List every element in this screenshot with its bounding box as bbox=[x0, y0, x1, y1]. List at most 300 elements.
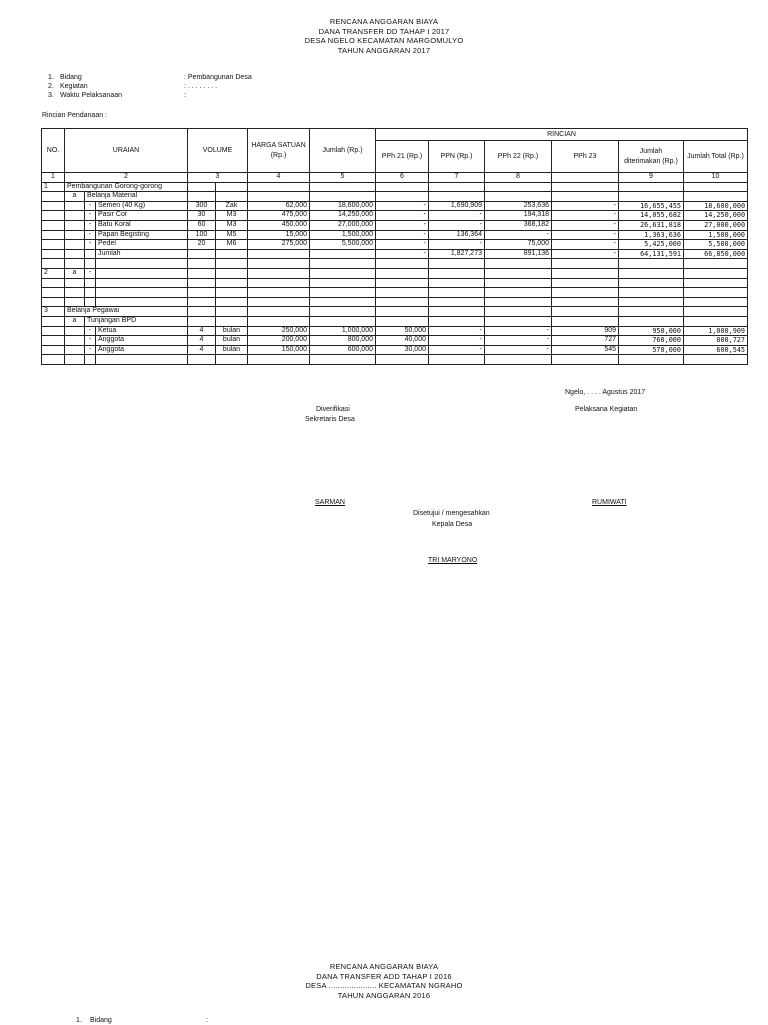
row-vol-cell bbox=[188, 182, 216, 192]
row-subletter-cell bbox=[65, 288, 85, 298]
row-vol-cell bbox=[188, 278, 216, 288]
row-vol-cell bbox=[188, 288, 216, 298]
table-body bbox=[42, 182, 748, 364]
header-jumlah-total: Jumlah Total (Rp.) bbox=[684, 141, 748, 173]
row-pph22-cell: 75,000 bbox=[485, 240, 552, 250]
heading-fund: DANA TRANSFER DD TAHAP I 2017 bbox=[318, 26, 450, 36]
row-jumlah-cell: 800,000 bbox=[310, 336, 376, 346]
row-dit-cell: 14,055,682 bbox=[619, 211, 684, 221]
header-volume: VOLUME bbox=[188, 129, 248, 173]
meta-label: Waktu Pelaksanaan bbox=[60, 92, 122, 99]
table-row bbox=[42, 288, 748, 298]
row-pph22-cell: - bbox=[485, 336, 552, 346]
row-description-cell: Pasir Cor bbox=[96, 211, 188, 221]
row-subletter-cell: a bbox=[65, 316, 85, 326]
row-jumlah-cell bbox=[310, 278, 376, 288]
heading-title: RENCANA ANGGARAN BIAYA bbox=[329, 962, 439, 971]
row-ppn-cell: 1,827,273 bbox=[429, 249, 485, 259]
row-description-cell bbox=[96, 288, 188, 298]
row-harga-cell bbox=[248, 192, 310, 202]
row-pph21-cell: 40,000 bbox=[376, 336, 429, 346]
header-diterimakan: Jumlah diterimakan (Rp.) bbox=[619, 141, 684, 173]
table-row bbox=[42, 297, 748, 307]
row-pph23-cell: 909 bbox=[552, 326, 619, 336]
approval-label: Disetujui / mengesahkan bbox=[413, 510, 490, 517]
row-dit-cell: 760,000 bbox=[619, 336, 684, 346]
row-total-cell: 1,500,000 bbox=[684, 230, 748, 240]
row-sat-cell bbox=[216, 307, 248, 317]
row-pph21-cell bbox=[376, 316, 429, 326]
row-total-cell: 14,250,000 bbox=[684, 211, 748, 221]
row-jumlah-cell: 600,000 bbox=[310, 345, 376, 355]
row-pph21-cell: - bbox=[376, 230, 429, 240]
row-number-cell bbox=[42, 192, 65, 202]
row-dit-cell: 570,000 bbox=[619, 345, 684, 355]
table-row bbox=[42, 259, 748, 269]
row-vol-cell: 4 bbox=[188, 345, 216, 355]
row-number-cell: 1 bbox=[42, 182, 65, 192]
row-description-cell bbox=[96, 297, 188, 307]
row-ppn-cell bbox=[429, 192, 485, 202]
row-subletter-cell bbox=[65, 211, 85, 221]
row-sat-cell bbox=[216, 278, 248, 288]
row-number-cell bbox=[42, 230, 65, 240]
row-pph22-cell bbox=[485, 307, 552, 317]
row-subletter-cell bbox=[65, 230, 85, 240]
row-total-cell bbox=[684, 259, 748, 269]
row-description-cell: Semen (40 Kg) bbox=[96, 201, 188, 211]
sekretaris-name: SARMAN bbox=[315, 499, 345, 506]
rincian-pendanaan-label: Rincian Pendanaan : bbox=[42, 112, 107, 119]
meta-row-bidang bbox=[48, 73, 252, 82]
row-vol-cell bbox=[188, 268, 216, 278]
place-date: Ngelo, . . . . Agustus 2017 bbox=[565, 389, 646, 396]
row-subletter-cell bbox=[65, 297, 85, 307]
row-pph23-cell: 727 bbox=[552, 336, 619, 346]
row-dit-cell: 950,000 bbox=[619, 326, 684, 336]
row-dash-cell bbox=[85, 297, 96, 307]
row-number-cell bbox=[42, 201, 65, 211]
header-ppn: PPN (Rp.) bbox=[429, 141, 485, 173]
row-ppn-cell bbox=[429, 297, 485, 307]
meta-number: 2. bbox=[48, 83, 54, 90]
row-pph23-cell bbox=[552, 259, 619, 269]
colnum: 6 bbox=[376, 173, 429, 183]
row-pph23-cell bbox=[552, 182, 619, 192]
row-dash-cell: - bbox=[85, 211, 96, 221]
row-dit-cell bbox=[619, 268, 684, 278]
colnum: 1 bbox=[42, 173, 65, 183]
row-pph22-cell bbox=[485, 192, 552, 202]
row-total-cell bbox=[684, 316, 748, 326]
row-subletter-cell bbox=[65, 278, 85, 288]
table-row bbox=[42, 192, 748, 202]
row-vol-cell: 300 bbox=[188, 201, 216, 211]
row-pph21-cell: - bbox=[376, 249, 429, 259]
meta-number: 3. bbox=[48, 92, 54, 99]
row-subletter-cell bbox=[65, 326, 85, 336]
row-total-cell bbox=[684, 307, 748, 317]
row-number-cell: 2 bbox=[42, 268, 65, 278]
row-pph22-cell bbox=[485, 268, 552, 278]
row-dash-cell: - bbox=[85, 326, 96, 336]
row-description-cell: Ketua bbox=[96, 326, 188, 336]
row-ppn-cell bbox=[429, 307, 485, 317]
row-ppn-cell: - bbox=[429, 336, 485, 346]
row-total-cell: 66,850,000 bbox=[684, 249, 748, 259]
row-number-cell bbox=[42, 220, 65, 230]
header-jumlah: Jumlah (Rp.) bbox=[310, 129, 376, 173]
row-pph23-cell bbox=[552, 268, 619, 278]
row-pph22-cell: - bbox=[485, 230, 552, 240]
heading-year: TAHUN ANGGARAN 2016 bbox=[337, 990, 431, 1000]
row-total-cell bbox=[684, 278, 748, 288]
colnum: 3 bbox=[188, 173, 248, 183]
row-dash-cell bbox=[85, 249, 96, 259]
row-dash-cell: - bbox=[85, 230, 96, 240]
heading-village: DESA NGELO KECAMATAN MARGOMULYO bbox=[304, 36, 464, 46]
row-dit-cell bbox=[619, 192, 684, 202]
row-dit-cell: 16,655,455 bbox=[619, 201, 684, 211]
row-vol-cell bbox=[188, 192, 216, 202]
row-dit-cell bbox=[619, 278, 684, 288]
row-harga-cell bbox=[248, 307, 310, 317]
row-vol-cell: 20 bbox=[188, 240, 216, 250]
row-jumlah-cell bbox=[310, 316, 376, 326]
table-row bbox=[42, 182, 748, 192]
row-harga-cell bbox=[248, 297, 310, 307]
row-ppn-cell bbox=[429, 316, 485, 326]
row-pph22-cell: - bbox=[485, 345, 552, 355]
row-vol-cell bbox=[188, 307, 216, 317]
row-jumlah-cell bbox=[310, 182, 376, 192]
row-jumlah-cell bbox=[310, 288, 376, 298]
row-number-cell bbox=[42, 249, 65, 259]
kepala-title: Kepala Desa bbox=[432, 521, 473, 528]
row-jumlah-cell: 14,250,000 bbox=[310, 211, 376, 221]
row-ppn-cell: 1,690,909 bbox=[429, 201, 485, 211]
second-document-heading bbox=[0, 962, 768, 1000]
row-sat-cell bbox=[216, 259, 248, 269]
row-description-cell bbox=[96, 278, 188, 288]
meta-value: : Pembangunan Desa bbox=[184, 74, 252, 81]
pelaksana-name: RUMIWATI bbox=[592, 499, 627, 506]
row-ppn-cell bbox=[429, 355, 485, 365]
colnum: 10 bbox=[684, 173, 748, 183]
row-ppn-cell: - bbox=[429, 240, 485, 250]
row-dash-cell: - bbox=[85, 220, 96, 230]
row-total-cell bbox=[684, 297, 748, 307]
row-harga-cell: 150,000 bbox=[248, 345, 310, 355]
meta-row-kegiatan bbox=[48, 82, 252, 91]
row-sat-cell: bulan bbox=[216, 336, 248, 346]
header-pph21: PPh 21 (Rp.) bbox=[376, 141, 429, 173]
table-row bbox=[42, 201, 748, 211]
row-number-cell bbox=[42, 297, 65, 307]
row-dash-cell bbox=[85, 288, 96, 298]
row-ppn-cell bbox=[429, 182, 485, 192]
row-ppn-cell: - bbox=[429, 220, 485, 230]
row-pph21-cell bbox=[376, 297, 429, 307]
header-pph22: PPh 22 (Rp.) bbox=[485, 141, 552, 173]
row-subletter-cell: a bbox=[65, 192, 85, 202]
row-sat-cell: Zak bbox=[216, 201, 248, 211]
row-harga-cell bbox=[248, 249, 310, 259]
row-vol-cell: 100 bbox=[188, 230, 216, 240]
row-subletter-cell bbox=[65, 345, 85, 355]
table-row bbox=[42, 268, 748, 278]
row-harga-cell bbox=[248, 182, 310, 192]
row-pph21-cell: - bbox=[376, 220, 429, 230]
row-sat-cell: bulan bbox=[216, 345, 248, 355]
row-pph23-cell bbox=[552, 316, 619, 326]
row-dit-cell bbox=[619, 259, 684, 269]
row-pph22-cell: 194,318 bbox=[485, 211, 552, 221]
row-pph23-cell: - bbox=[552, 220, 619, 230]
row-subletter-cell bbox=[65, 220, 85, 230]
colnum: 7 bbox=[429, 173, 485, 183]
colnum: 5 bbox=[310, 173, 376, 183]
row-number-cell bbox=[42, 240, 65, 250]
row-harga-cell: 250,000 bbox=[248, 326, 310, 336]
header-no: NO. bbox=[42, 129, 65, 173]
row-ppn-cell bbox=[429, 288, 485, 298]
row-vol-cell: 4 bbox=[188, 336, 216, 346]
row-number-cell bbox=[42, 259, 65, 269]
row-pph21-cell bbox=[376, 307, 429, 317]
row-dash-cell bbox=[85, 259, 96, 269]
row-vol-cell bbox=[188, 316, 216, 326]
row-pph23-cell bbox=[552, 288, 619, 298]
row-dash-cell: - bbox=[85, 268, 96, 278]
meta-label: Bidang bbox=[60, 74, 82, 81]
row-dash-cell: - bbox=[85, 336, 96, 346]
row-harga-cell bbox=[248, 259, 310, 269]
row-description-cell: Belanja Pegawai bbox=[65, 307, 188, 317]
row-pph23-cell: - bbox=[552, 211, 619, 221]
row-pph21-cell: - bbox=[376, 240, 429, 250]
row-harga-cell: 15,000 bbox=[248, 230, 310, 240]
row-jumlah-cell bbox=[310, 355, 376, 365]
row-harga-cell bbox=[248, 288, 310, 298]
verified-label: Diverifikasi bbox=[316, 406, 350, 413]
row-sat-cell: M6 bbox=[216, 240, 248, 250]
row-pph22-cell bbox=[485, 355, 552, 365]
row-dit-cell: 64,131,591 bbox=[619, 249, 684, 259]
colnum: 2 bbox=[65, 173, 188, 183]
row-dit-cell bbox=[619, 288, 684, 298]
row-number-cell bbox=[42, 336, 65, 346]
row-harga-cell bbox=[248, 355, 310, 365]
row-dash-cell: - bbox=[85, 240, 96, 250]
sekretaris-title: Sekretaris Desa bbox=[305, 416, 355, 423]
row-pph23-cell: - bbox=[552, 201, 619, 211]
heading-title: RENCANA ANGGARAN BIAYA bbox=[329, 17, 439, 26]
colnum: 9 bbox=[619, 173, 684, 183]
table-row bbox=[42, 326, 748, 336]
document-heading bbox=[0, 17, 768, 55]
row-number-cell: 3 bbox=[42, 307, 65, 317]
row-pph22-cell bbox=[485, 278, 552, 288]
header-pph23: PPh 23 bbox=[552, 141, 619, 173]
row-number-cell bbox=[42, 355, 65, 365]
row-jumlah-cell: 1,000,000 bbox=[310, 326, 376, 336]
row-number-cell bbox=[42, 211, 65, 221]
row-dit-cell: 26,631,818 bbox=[619, 220, 684, 230]
row-ppn-cell: - bbox=[429, 211, 485, 221]
table-row bbox=[42, 355, 748, 365]
row-harga-cell: 450,000 bbox=[248, 220, 310, 230]
table-row bbox=[42, 230, 748, 240]
kepala-name: TRI MARYONO bbox=[428, 557, 478, 564]
row-pph23-cell: - bbox=[552, 230, 619, 240]
row-total-cell: 27,000,000 bbox=[684, 220, 748, 230]
row-dit-cell bbox=[619, 355, 684, 365]
colnum: 8 bbox=[485, 173, 552, 183]
row-description-cell: Batu Koral bbox=[96, 220, 188, 230]
row-jumlah-cell: 1,500,000 bbox=[310, 230, 376, 240]
row-sat-cell bbox=[216, 288, 248, 298]
row-pph23-cell bbox=[552, 355, 619, 365]
table-row bbox=[42, 345, 748, 355]
row-subletter-cell bbox=[65, 355, 85, 365]
row-sat-cell: M5 bbox=[216, 230, 248, 240]
row-jumlah-cell: 5,500,000 bbox=[310, 240, 376, 250]
row-description-cell: Pembangunan Gorong-gorong bbox=[65, 182, 188, 192]
row-pph22-cell: 891,136 bbox=[485, 249, 552, 259]
table-row bbox=[42, 249, 748, 259]
row-subletter-cell bbox=[65, 201, 85, 211]
meta-value: : bbox=[184, 92, 186, 99]
row-total-cell: 800,727 bbox=[684, 336, 748, 346]
meta-label: Bidang bbox=[90, 1017, 112, 1024]
row-dash-cell: - bbox=[85, 345, 96, 355]
table-row bbox=[42, 336, 748, 346]
row-vol-cell: 60 bbox=[188, 220, 216, 230]
row-harga-cell bbox=[248, 316, 310, 326]
row-total-cell bbox=[684, 355, 748, 365]
row-jumlah-cell bbox=[310, 249, 376, 259]
row-pph22-cell bbox=[485, 288, 552, 298]
colnum bbox=[552, 173, 619, 183]
row-pph23-cell: 545 bbox=[552, 345, 619, 355]
row-jumlah-cell bbox=[310, 297, 376, 307]
row-jumlah-cell bbox=[310, 268, 376, 278]
row-jumlah-cell bbox=[310, 192, 376, 202]
row-pph23-cell: - bbox=[552, 249, 619, 259]
row-total-cell: 600,545 bbox=[684, 345, 748, 355]
row-subletter-cell bbox=[65, 336, 85, 346]
row-ppn-cell: - bbox=[429, 326, 485, 336]
pelaksana-title: Pelaksana Kegiatan bbox=[575, 406, 638, 413]
row-total-cell bbox=[684, 268, 748, 278]
row-sat-cell: M3 bbox=[216, 220, 248, 230]
row-pph21-cell: 30,000 bbox=[376, 345, 429, 355]
row-dash-cell bbox=[85, 355, 96, 365]
row-dit-cell bbox=[619, 307, 684, 317]
row-number-cell bbox=[42, 326, 65, 336]
meta-value: : . . . . . . . . bbox=[184, 83, 218, 90]
row-pph21-cell bbox=[376, 259, 429, 269]
table-row bbox=[42, 307, 748, 317]
table-row bbox=[42, 211, 748, 221]
activity-meta bbox=[48, 73, 252, 100]
row-number-cell bbox=[42, 278, 65, 288]
row-number-cell bbox=[42, 316, 65, 326]
row-sat-cell bbox=[216, 182, 248, 192]
row-pph21-cell: - bbox=[376, 211, 429, 221]
row-pph22-cell bbox=[485, 182, 552, 192]
row-ppn-cell bbox=[429, 278, 485, 288]
row-dit-cell: 5,425,000 bbox=[619, 240, 684, 250]
meta-number: 1. bbox=[76, 1017, 82, 1024]
colnum: 4 bbox=[248, 173, 310, 183]
row-pph23-cell bbox=[552, 192, 619, 202]
row-harga-cell: 275,000 bbox=[248, 240, 310, 250]
row-pph23-cell bbox=[552, 278, 619, 288]
row-pph22-cell: 368,182 bbox=[485, 220, 552, 230]
table-row bbox=[42, 316, 748, 326]
row-pph21-cell bbox=[376, 288, 429, 298]
row-pph21-cell: - bbox=[376, 201, 429, 211]
row-jumlah-cell: 18,600,000 bbox=[310, 201, 376, 211]
row-dash-cell: - bbox=[85, 201, 96, 211]
row-dit-cell bbox=[619, 297, 684, 307]
column-number-row bbox=[42, 173, 748, 183]
row-description-cell: Papan Begisting bbox=[96, 230, 188, 240]
row-sat-cell bbox=[216, 316, 248, 326]
row-jumlah-cell bbox=[310, 259, 376, 269]
row-pph23-cell bbox=[552, 297, 619, 307]
budget-table bbox=[41, 128, 748, 365]
table-header bbox=[42, 129, 748, 183]
row-description-cell bbox=[96, 355, 188, 365]
meta-label: Kegiatan bbox=[60, 83, 88, 90]
row-description-cell: Belanja Material bbox=[85, 192, 188, 202]
row-jumlah-cell bbox=[310, 307, 376, 317]
row-ppn-cell: 136,364 bbox=[429, 230, 485, 240]
row-number-cell bbox=[42, 345, 65, 355]
row-dit-cell bbox=[619, 316, 684, 326]
row-pph21-cell bbox=[376, 278, 429, 288]
row-pph22-cell bbox=[485, 259, 552, 269]
row-total-cell: 18,600,000 bbox=[684, 201, 748, 211]
row-pph22-cell: - bbox=[485, 326, 552, 336]
heading-year: TAHUN ANGGARAN 2017 bbox=[337, 45, 431, 55]
row-pph21-cell bbox=[376, 355, 429, 365]
row-sat-cell bbox=[216, 192, 248, 202]
row-subletter-cell bbox=[65, 259, 85, 269]
header-harga-satuan: HARGA SATUAN (Rp.) bbox=[248, 129, 310, 173]
row-dit-cell: 1,363,636 bbox=[619, 230, 684, 240]
row-harga-cell: 62,000 bbox=[248, 201, 310, 211]
table-row bbox=[42, 240, 748, 250]
row-pph22-cell bbox=[485, 297, 552, 307]
row-harga-cell: 475,000 bbox=[248, 211, 310, 221]
row-vol-cell bbox=[188, 297, 216, 307]
row-subletter-cell bbox=[65, 249, 85, 259]
row-total-cell bbox=[684, 182, 748, 192]
row-number-cell bbox=[42, 288, 65, 298]
row-harga-cell bbox=[248, 268, 310, 278]
row-sat-cell bbox=[216, 268, 248, 278]
row-pph21-cell bbox=[376, 192, 429, 202]
meta-row-waktu bbox=[48, 91, 252, 100]
row-description-cell: Anggota bbox=[96, 345, 188, 355]
row-sat-cell: M3 bbox=[216, 211, 248, 221]
table-row bbox=[42, 220, 748, 230]
row-subletter-cell bbox=[65, 240, 85, 250]
